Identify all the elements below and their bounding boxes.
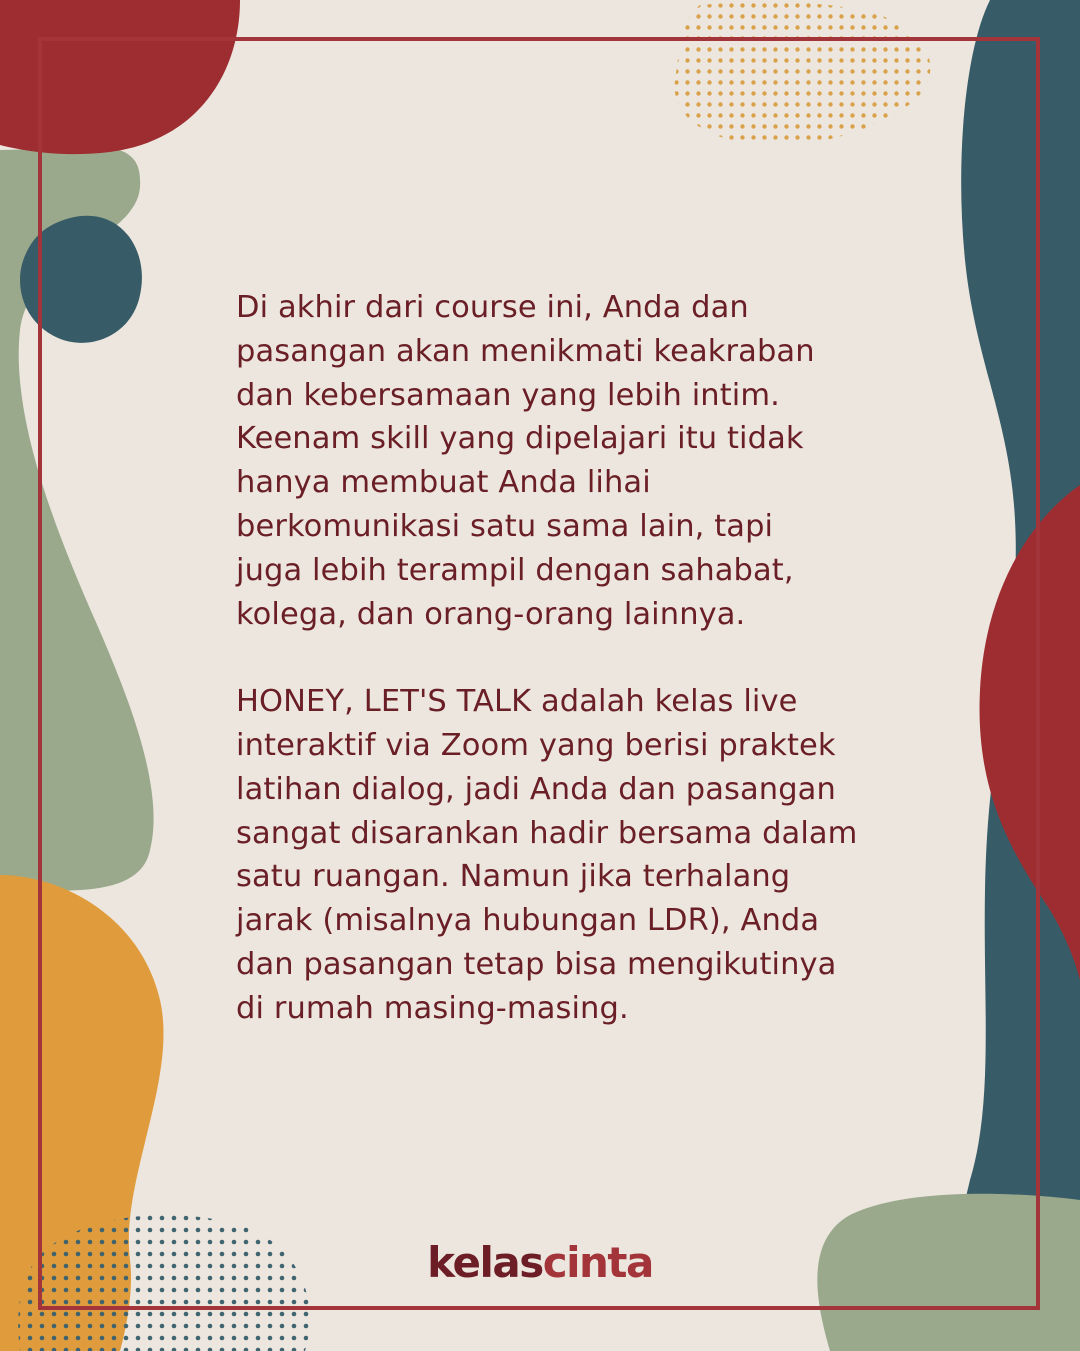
red-blob-top-left <box>0 0 240 154</box>
text-line: di rumah masing-masing. <box>236 990 629 1026</box>
text-line: dan kebersamaan yang lebih intim. <box>236 377 780 413</box>
text-line: satu ruangan. Namun jika terhalang <box>236 859 791 895</box>
text-line: kolega, dan orang-orang lainnya. <box>236 596 746 632</box>
text-line: jarak (misalnya hubungan LDR), Anda <box>236 903 820 939</box>
logo-part-cinta: cinta <box>542 1238 653 1287</box>
paragraph-course-outcome <box>236 286 916 636</box>
text-line: Keenam skill yang dipelajari itu tidak <box>236 421 804 457</box>
body-text <box>236 286 916 1031</box>
brand-logo <box>0 1238 1080 1288</box>
gold-dots-top-right <box>675 2 931 146</box>
logo-part-kelas: kelas <box>427 1238 543 1287</box>
text-line: dan pasangan tetap bisa mengikutinya <box>236 946 837 982</box>
text-line: pasangan akan menikmati keakraban <box>236 333 815 369</box>
text-line: latihan dialog, jadi Anda dan pasangan <box>236 771 836 807</box>
text-line: juga lebih terampil dengan sahabat, <box>236 552 794 588</box>
text-line: Di akhir dari course ini, Anda dan <box>236 290 749 325</box>
text-line: berkomunikasi satu sama lain, tapi <box>236 508 774 544</box>
text-line: sangat disarankan hadir bersama dalam <box>236 815 858 851</box>
text-line: hanya membuat Anda lihai <box>236 465 651 501</box>
text-line: HONEY, LET'S TALK adalah kelas live <box>236 684 798 720</box>
text-line: interaktif via Zoom yang berisi praktek <box>236 727 836 763</box>
paragraph-class-info <box>236 680 916 1030</box>
